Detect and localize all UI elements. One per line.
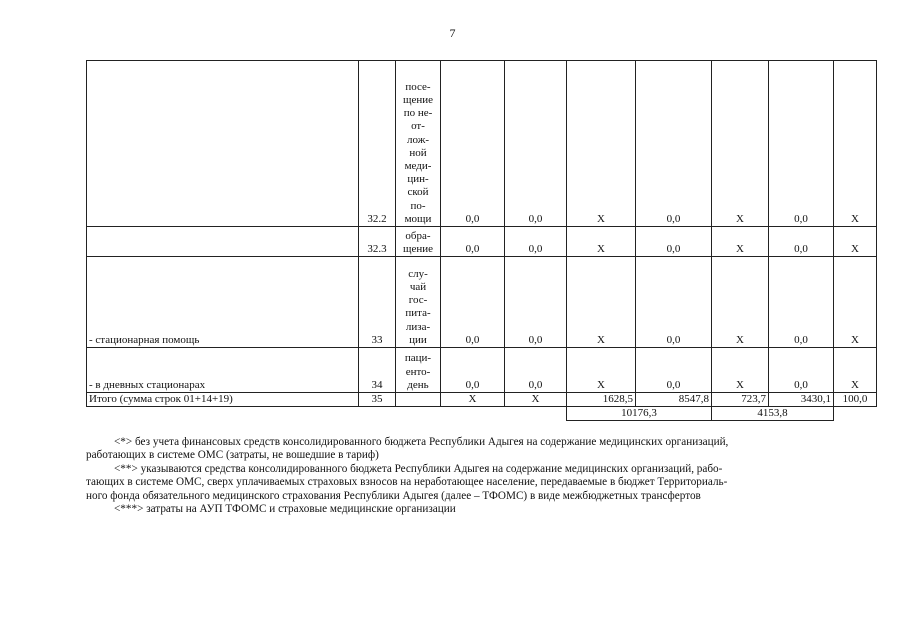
total-value: X: [441, 393, 505, 407]
total-value: 1628,5: [567, 393, 636, 407]
row-value: X: [712, 61, 769, 227]
row-name: - стационарная помощь: [87, 257, 359, 348]
row-code: 32.3: [359, 227, 396, 257]
footnote-2-line-2: тающих в системе ОМС, сверх уплачиваемых страховых взносов на неработающее население, передаваемые в бюджет Территориаль-: [86, 476, 728, 489]
empty-cell: [834, 407, 877, 421]
row-name: [87, 61, 359, 227]
total-value: X: [505, 393, 567, 407]
row-value: X: [834, 61, 877, 227]
row-value: 0,0: [769, 348, 834, 393]
total-value: 3430,1: [769, 393, 834, 407]
row-value: X: [834, 348, 877, 393]
footnote-3-line-1: <***> затраты на АУП ТФОМС и страховые медицинские организации: [114, 503, 456, 516]
row-value: X: [567, 61, 636, 227]
footnote-2-line-3: ного фонда обязательного медицинского страхования Республики Адыгея (далее – ТФОМС) в виде межбюджетных трансфертов: [86, 489, 701, 502]
row-value: X: [834, 227, 877, 257]
row-value: X: [567, 348, 636, 393]
row-unit: обра- щение: [396, 227, 441, 257]
row-value: 0,0: [505, 61, 567, 227]
empty-cell: [396, 407, 441, 421]
row-value: 0,0: [769, 227, 834, 257]
row-value: 0,0: [441, 227, 505, 257]
table-body: [87, 61, 877, 421]
footnote-2-line-1: <**> указываются средства консолидированного бюджета Республики Адыгея на содержание медицинских организаций, рабо-: [114, 462, 723, 475]
empty-cell: [505, 407, 567, 421]
row-name: [87, 227, 359, 257]
row-name: - в дневных стационарах: [87, 348, 359, 393]
footnote-1-line-1: <*> без учета финансовых средств консолидированного бюджета Республики Адыгея на содержание медицинских организаций,: [114, 436, 729, 448]
row-value: 0,0: [769, 61, 834, 227]
row-value: X: [834, 257, 877, 348]
footnote-1-line-2: работающих в системе ОМС (затраты, не вошедшие в тариф): [86, 449, 379, 462]
table-row: [87, 227, 877, 257]
row-value: X: [712, 227, 769, 257]
row-code: 33: [359, 257, 396, 348]
total-value: 100,0: [834, 393, 877, 407]
page-number: 7: [449, 26, 456, 40]
row-value: 0,0: [505, 257, 567, 348]
total-value: 723,7: [712, 393, 769, 407]
row-value: 0,0: [505, 227, 567, 257]
row-unit: паци- енто- день: [396, 348, 441, 393]
row-value: 0,0: [636, 227, 712, 257]
row-value: 0,0: [636, 61, 712, 227]
row-unit: слу- чай гос- пита- лиза- ции: [396, 257, 441, 348]
row-value: 0,0: [636, 348, 712, 393]
row-value: X: [712, 348, 769, 393]
table-row: [87, 61, 877, 227]
total-unit: [396, 393, 441, 407]
row-value: 0,0: [441, 257, 505, 348]
row-value: X: [712, 257, 769, 348]
total-row: [87, 393, 877, 407]
financing-table: [86, 60, 877, 421]
total-code: 35: [359, 393, 396, 407]
row-code: 34: [359, 348, 396, 393]
empty-cell: [359, 407, 396, 421]
row-value: X: [567, 227, 636, 257]
row-code: 32.2: [359, 61, 396, 227]
footnotes: [86, 436, 841, 516]
table-row: [87, 257, 877, 348]
total-value: 8547,8: [636, 393, 712, 407]
sum-row: [87, 407, 877, 421]
total-name: Итого (сумма строк 01+14+19): [87, 393, 359, 407]
row-value: 0,0: [505, 348, 567, 393]
row-value: X: [567, 257, 636, 348]
row-value: 0,0: [636, 257, 712, 348]
row-value: 0,0: [769, 257, 834, 348]
empty-cell: [441, 407, 505, 421]
empty-cell: [87, 407, 359, 421]
table-row: [87, 348, 877, 393]
row-unit: посе- щение по не- от- лож- ной меди- цин- ской по- мощи: [396, 61, 441, 227]
row-value: 0,0: [441, 61, 505, 227]
sum-2: 4153,8: [712, 407, 834, 421]
sum-1: 10176,3: [567, 407, 712, 421]
row-value: 0,0: [441, 348, 505, 393]
